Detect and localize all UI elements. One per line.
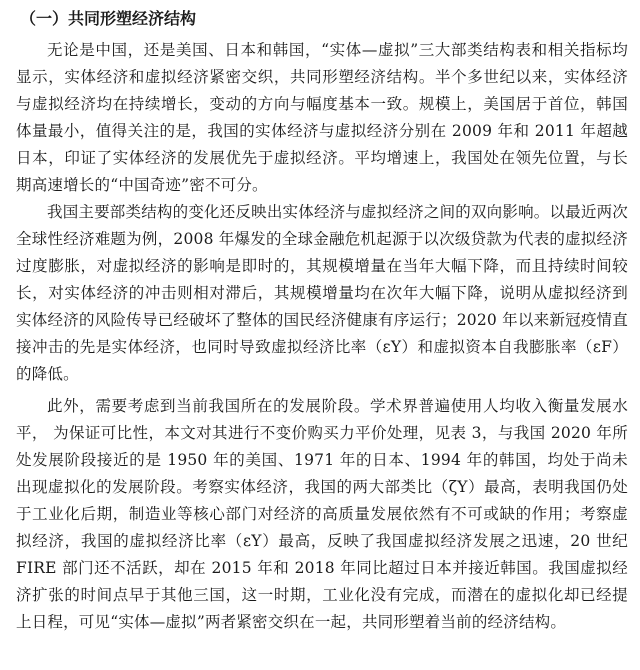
paragraph-development-stage: 此外，需要考虑到当前我国所在的发展阶段。学术界普遍使用人均收入衡量发展水平， 为保证可比性，本文对其进行不变价购买力平价处理，见表 3，与我国 2020 年所处发展阶段接近的是 1950 年的美国、1971 年的日本、1994 年的韩国，均处于尚未出现虚拟化的发展阶段。考察实体经济，我国的两大部类比（ζY）最高，表明我国仍处于工业化后期，制造业等核心部门对经济的高质量发展依然有不可或缺的作用；考察虚拟经济，我国的虚拟经济比率（εY）最高，反映了我国虚拟经济发展之迅速，20 世纪 FIRE 部门还不活跃，却在 2015 年和 2018 年同比超过日本并接近韩国。我国虚拟经济扩张的时间点早于其他三国，这一时期，工业化没有完成，而潜在的虚拟化却已经提上日程，可见“实体—虚拟”两者紧密交织在一起，共同形塑着当前的经济结构。 [16,397,628,631]
paragraph-bidirectional-influence: 我国主要部类结构的变化还反映出实体经济与虚拟经济之间的双向影响。以最近两次全球性经济难题为例，2008 年爆发的全球金融危机起源于以次级贷款为代表的虚拟经济过度膨胀，对虚拟经济的影响是即时的，其规模增量在当年大幅下降，而且持续时间较长，对实体经济的冲击则相对滞后，其规模增量均在次年大幅下降，说明从虚拟经济到实体经济的风险传导已经破坏了整体的国民经济健康有序运行；2020 年以来新冠疫情直接冲击的先是实体经济，也同时导致虚拟经济比率（εY）和虚拟资本自我膨胀率（εF）的降低。 [16,203,628,383]
paragraph-structure-overview: 无论是中国，还是美国、日本和韩国，“实体—虚拟”三大部类结构表和相关指标均显示，实体经济和虚拟经济紧密交织，共同形塑经济结构。半个多世纪以来，实体经济与虚拟经济均在持续增长，变动的方向与幅度基本一致。规模上，美国居于首位，韩国体量最小，值得关注的是，我国的实体经济与虚拟经济分别在 2009 年和 2011 年超越日本，印证了实体经济的发展优先于虚拟经济。平均增速上，我国处在领先位置，与长期高速增长的“中国奇迹”密不可分。 [16,41,628,194]
section-heading: （一）共同形塑经济结构 [20,9,197,28]
